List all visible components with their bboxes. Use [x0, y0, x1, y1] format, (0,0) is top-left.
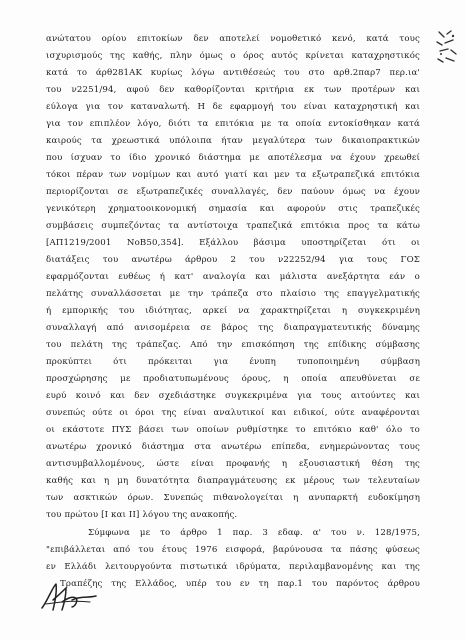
text-line: προσχώρησης με προδιατυπωμένους όρους, η οποία απευθύνεται σε: [46, 374, 420, 384]
text-line: ισχυρισμούς της καθής, πλην όμως ο όρος αυτός κρίνεται καταχρηστικός: [46, 51, 420, 61]
text-line: γενικότερη χρηματοοικονομική σημασία και αφορούν στις τραπεζικές: [46, 204, 420, 214]
text-line: περιορίζονται σε εξωτραπεζικές συναλλαγές, δεν παύουν όμως να έχουν: [46, 187, 420, 197]
text-line: συνεπώς ούτε οι όροι της είναι αναλυτικοί και ειδικοί, ούτε αναφέρονται: [46, 408, 420, 418]
text-line: Τραπέζης της Ελλάδος, υπέρ του εν τη παρ.1 του παρόντος άρθρου: [60, 579, 420, 589]
corner-stamp: [433, 28, 459, 68]
text-line: προκύπτει ότι πρόκειται για ένυπη τυποποιημένη σύμβαση: [46, 357, 420, 367]
signature: [38, 580, 100, 614]
text-line: τόκοι πέραν των νομίμων και αυτό γιατί και μεν τα εξωτραπεζικά επιτόκια: [46, 170, 420, 180]
text-line: του πελάτη της τράπεζας. Από την επισκόπηση της επίδικης σύμβασης: [46, 340, 420, 350]
text-line: "επιβάλλεται από του έτους 1976 εισφορά, βαρύνουσα τα πάσης φύσεως: [46, 545, 420, 555]
text-line: κατά το άρθ281ΑΚ κυρίως λόγω αντιθέσεώς του στο αρθ.2παρ7 περ.ια': [46, 68, 420, 78]
text-line: του ν2251/94, αφού δεν καθορίζονται κριτήρια εκ των προτέρων και: [46, 85, 420, 95]
text-line: εφαρμόζονται ευθέως ή κατ' αναλογία και μάλιστα ανεξάρτητα εάν ο: [46, 272, 420, 282]
text-line: ανώτατου ορίου επιτοκίων δεν αποτελεί νομοθετικό κενό, κατά τους: [46, 34, 420, 44]
text-line: εύλογα για τον καταναλωτή. Η δε εφαρμογή του είναι καταχρηστική και: [46, 102, 420, 112]
text-line: συμβάσεις συμπεζόντας τα αντίστοιχα τραπεζικά επιτόκια προς τα κάτω: [46, 221, 420, 231]
text-line: ή εμπορικής του ιδιότητας, αρκεί να χαρακτηρίζεται η συγκεκριμένη: [46, 306, 420, 316]
text-line: καθής και η μη δυνατότητα διαπραγμάτευσης εκ μέρους των τελευταίων: [46, 476, 420, 486]
text-line: του πρώτου [I και II] λόγου της ανακοπής.: [46, 510, 238, 520]
text-line: των ασκτικών όρων. Συνεπώς πιθανολογείται η ανυπαρκτή ευδοκίμηση: [46, 493, 420, 503]
text-line: Σύμφωνα με το άρθρο 1 παρ. 3 εδαφ. α' του ν. 128/1975,: [88, 528, 420, 538]
text-line: διατάξεις του ανωτέρω άρθρου 2 του ν22252/94 για τους ΓΟΣ: [46, 255, 420, 265]
text-line: καιρούς τα χρεωστικά υπόλοιπα ήταν μεγαλύτερα των δικαιοπρακτικών: [46, 136, 420, 146]
text-line: πελάτης συναλλάσσεται με την τράπεζα στο πλαίσιο της επαγγελματικής: [46, 289, 420, 299]
text-line: συναλλαγή από ανισομέρεια σε βάρος της διαπραγματευτικής δύναμης: [46, 323, 420, 333]
text-line: για τον επιπλέον λόγο, διότι τα επιτόκια με τα οποία εντοκίσθηκαν κατά: [46, 119, 420, 129]
text-line: ευρύ κοινό και δεν σχεδιάστηκε συγκεκριμένα για τους αιτούντες και: [46, 391, 420, 401]
text-line: αντισυμβαλλομένους, ώστε είναι προφανής η εξουσιαστική θέση της: [46, 459, 420, 469]
text-line: [ΑΠ1219/2001 ΝοΒ50,354]. Εξάλλου βάσιμα υποστηρίζεται ότι οι: [46, 238, 420, 248]
text-line: οι εκάστοτε ΠΥΣ βάσει των οποίων ρυθμίστηκε το επιτόκιο καθ' όλο το: [46, 425, 420, 435]
text-line: ανωτέρω χρονικό διάστημα στα ανωτέρω επίπεδα, ενημερώνοντας τους: [46, 442, 420, 452]
text-line: που ίσχυαν το ίδιο χρονικό διάστημα με αποτέλεσμα να έχουν χρεωθεί: [46, 153, 420, 163]
text-line: εν Ελλάδι λειτουργούντα πιστωτικά ιδρύματα, περιλαμβανομένης και της: [46, 562, 420, 572]
